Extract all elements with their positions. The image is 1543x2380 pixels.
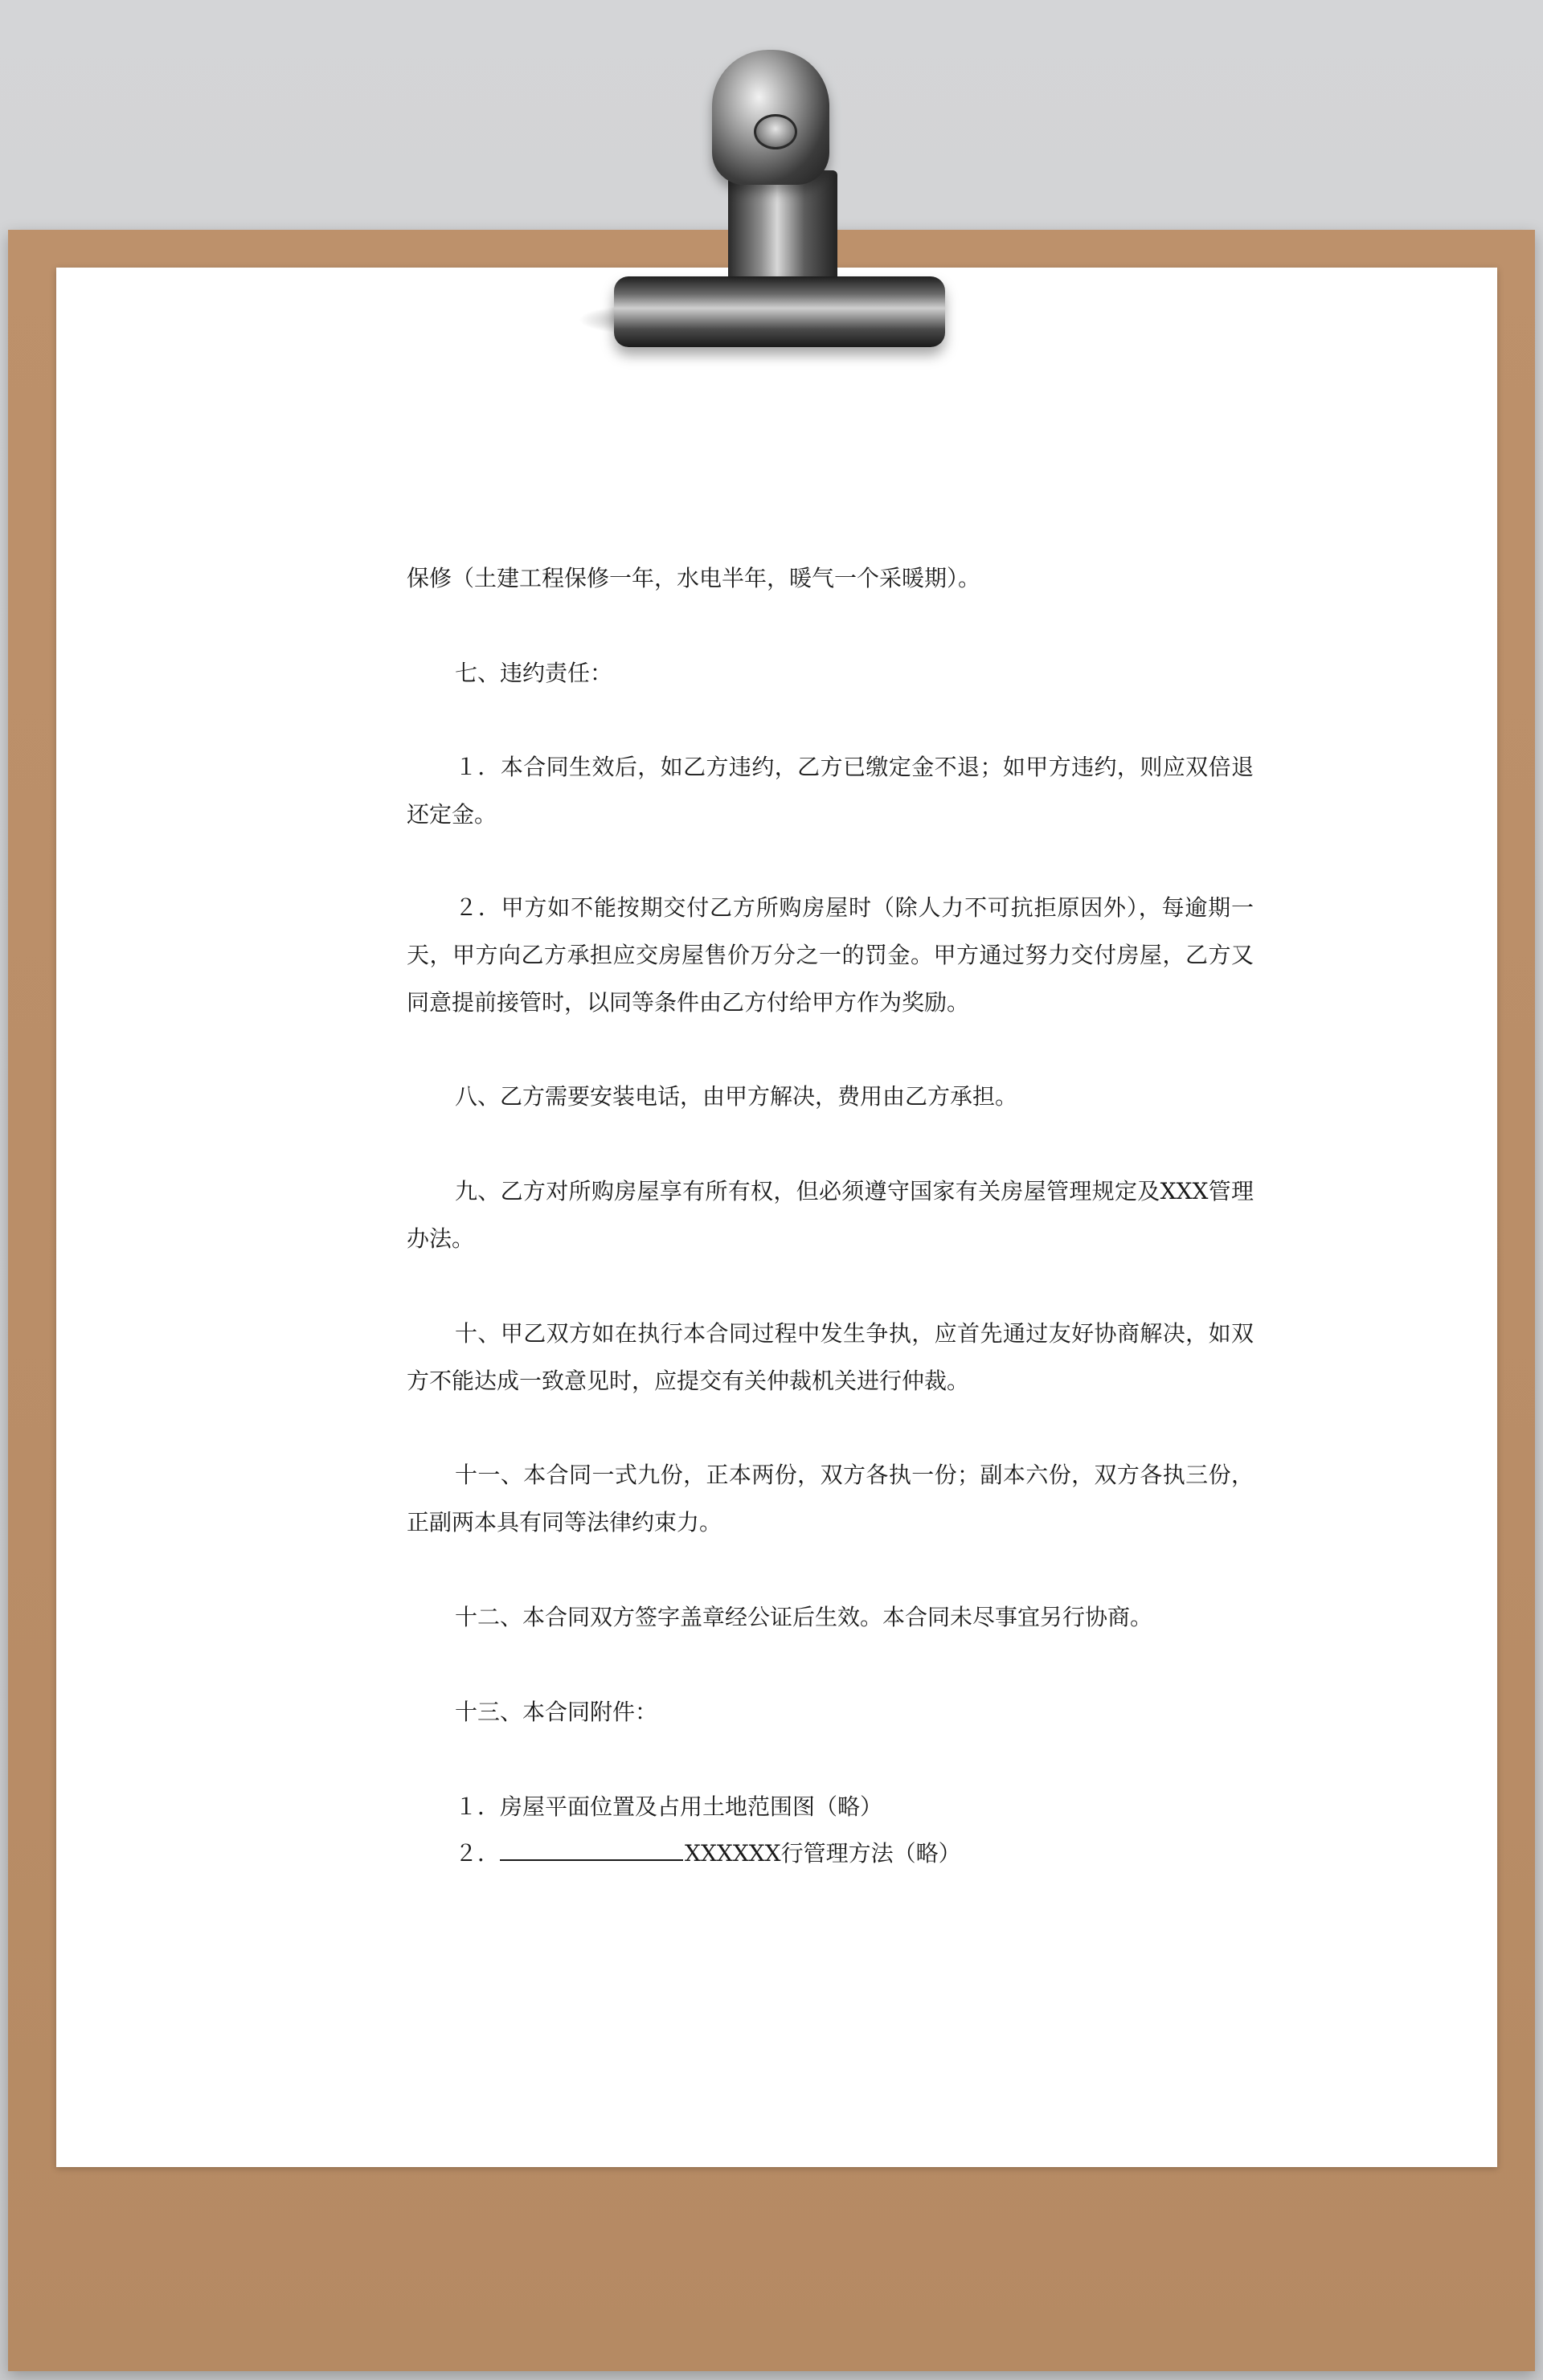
- binder-clip-jaw: [614, 276, 945, 347]
- paper-sheet: [56, 268, 1497, 2167]
- paragraph-warranty: 保修（土建工程保修一年，水电半年，暖气一个采暖期）。: [407, 565, 981, 591]
- fill-in-blank-line: [500, 1835, 683, 1861]
- binder-clip-hole: [754, 114, 797, 149]
- clause-nine-ownership: 九、乙方对所购房屋享有所有权，但必须遵守国家有关房屋管理规定及XXX管理办法。: [407, 1178, 1254, 1252]
- attachment-item-2-text: XXXXXX行管理方法（略）: [685, 1840, 961, 1867]
- attachment-item-2-number: ２．: [455, 1840, 501, 1867]
- clause-ten-disputes: 十、甲乙双方如在执行本合同过程中发生争执，应首先通过友好协商解决，如双方不能达成一致意见时，应提交有关仲裁机关进行仲裁。: [407, 1320, 1254, 1394]
- clause-breach-1: １．本合同生效后，如乙方违约，乙方已缴定金不退；如甲方违约，则应双倍退还定金。: [407, 754, 1254, 828]
- clause-eight-telephone: 八、乙方需要安装电话，由甲方解决，费用由乙方承担。: [455, 1083, 1018, 1110]
- clause-thirteen-attachments: 十三、本合同附件：: [455, 1699, 658, 1725]
- clause-breach-2: ２．甲方如不能按期交付乙方所购房屋时（除人力不可抗拒原因外），每逾期一天，甲方向乙方承担应交房屋售价万分之一的罚金。甲方通过努力交付房屋，乙方又同意提前接管时，以同等条件由乙方付给甲方作为奖励。: [407, 894, 1254, 1016]
- attachment-item-1: １．房屋平面位置及占用土地范围图（略）: [455, 1793, 883, 1820]
- clause-twelve-effective: 十二、本合同双方签字盖章经公证后生效。本合同未尽事宜另行协商。: [455, 1604, 1153, 1630]
- heading-breach-liability: 七、违约责任：: [455, 660, 613, 686]
- binder-clip-neck: [728, 170, 837, 291]
- attachment-item-2: [407, 1830, 1254, 1877]
- clause-eleven-copies: 十一、本合同一式九份，正本两份，双方各执一份；副本六份，双方各执三份，正副两本具有同等法律约束力。: [407, 1462, 1254, 1536]
